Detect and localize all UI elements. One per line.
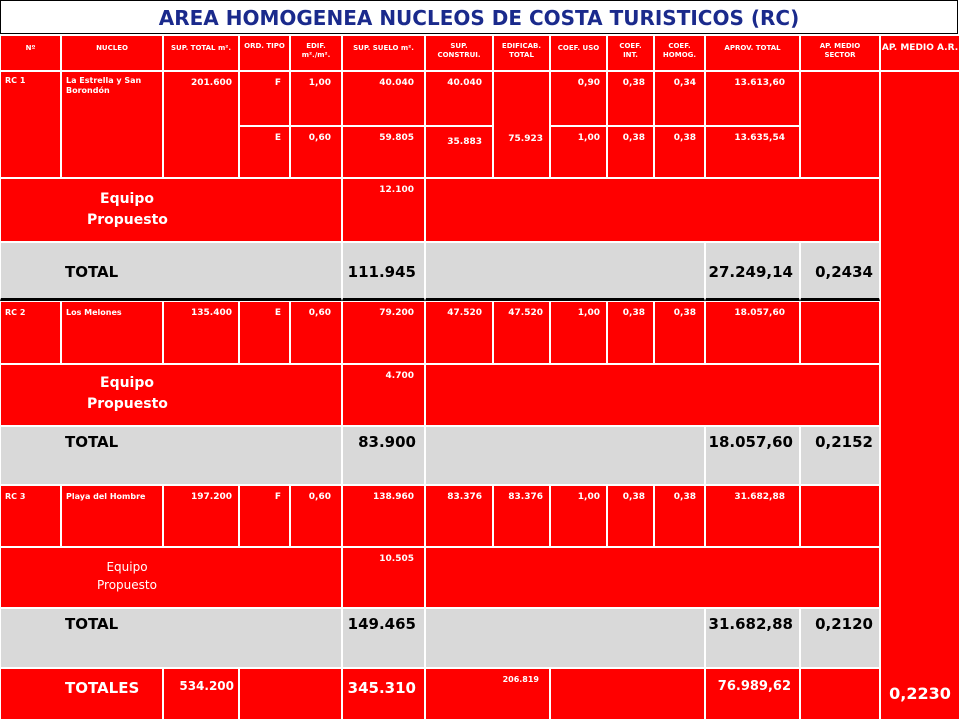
rc1-r2-edif [290,126,342,178]
rc3-equipo-value-cell [342,547,425,608]
rc3-coef-int-value: 0,38 [622,492,645,502]
totales-edificab: 206.819 [502,675,539,684]
header-sup-suelo [342,35,425,71]
rc3-ap-medio-sector-cell [800,485,880,547]
rc1-r1-construida [425,71,493,126]
totales-aprov-cell [705,668,800,720]
header-ap-medio-ar [880,35,960,71]
ap-medio-ar-cell [880,71,960,720]
page-title: AREA HOMOGENEA NUCLEOS DE COSTA TURISTICOS (RC) [0,0,958,34]
header-coef-int-label: COEF. INT. [619,42,642,59]
rc1-r2-coef-uso-value: 1,00 [577,133,600,143]
header-ord-tipo-label: ORD. TIPO [244,42,285,50]
rc1-r1-suelo [342,71,425,126]
rc3-ap-medio: 0,2120 [815,615,873,633]
rc2-total-filler [425,426,705,485]
rc1-ap-medio: 0,2434 [815,263,873,281]
rc2-ap-medio-sector-cell [800,301,880,364]
rc1-r2-tipo-value: E [274,133,281,143]
rc2-edificab-total [493,301,550,364]
rc2-coef-int [607,301,654,364]
header-ord-tipo [239,35,290,71]
data-table [0,35,960,720]
rc3-aprov [705,485,800,547]
rc2-total-aprov-cell [705,426,800,485]
header-coef-uso-label: COEF. USO [557,44,600,52]
rc2-coef-uso [550,301,607,364]
header-coef-homog [654,35,705,71]
rc1-r2-suelo [342,126,425,178]
rc2-construida [425,301,493,364]
rc1-num [0,71,61,178]
rc1-r2-edif-value: 0,60 [308,133,331,143]
rc1-equipo-value: 12.100 [379,185,414,195]
rc2-equipo-value-cell [342,364,425,426]
rc3-construida-value: 83.376 [447,492,482,502]
rc1-sup-total [163,71,239,178]
rc3-edif-value: 0,60 [308,492,331,502]
header-num-label: Nº [25,44,36,52]
rc3-total-suelo: 149.465 [347,615,416,633]
rc1-ap-medio-sector-cell [800,71,880,178]
rc2-nucleo-label: Los Melones [66,308,122,317]
rc2-sup-total [163,301,239,364]
rc1-r1-coef-homog [654,71,705,126]
rc1-edificab-total-value: 75.923 [508,134,543,144]
rc1-r2-coef-int [607,126,654,178]
rc1-r1-tipo [239,71,290,126]
rc1-r1-coef-int-value: 0,38 [622,78,645,88]
rc2-suelo-value: 79.200 [379,308,414,318]
header-nucleo-label: NUCLEO [96,44,128,52]
rc3-coef-int [607,485,654,547]
rc2-equipo-label-cell [0,364,342,426]
rc1-equipo-filler [425,178,880,242]
rc2-total-suelo-cell [342,426,425,485]
rc3-equipo-label-cell [0,547,342,608]
rc1-r1-construida-value: 40.040 [447,78,482,88]
header-sup-total [163,35,239,71]
header-sup-total-label: SUP. TOTAL m². [171,44,231,52]
rc2-construida-value: 47.520 [447,308,482,318]
rc2-edif [290,301,342,364]
header-sup-construida [425,35,493,71]
rc1-r1-edif [290,71,342,126]
totales-filler-3 [800,668,880,720]
totales-suelo: 345.310 [347,679,416,697]
rc3-nucleo-label: Playa del Hombre [66,492,146,501]
totales-sup-total-cell [163,668,239,720]
totales-ap-medio-ar: 0,2230 [889,684,951,703]
rc2-aprov-value: 18.057,60 [734,308,785,318]
rc1-r1-coef-uso-value: 0,90 [577,78,600,88]
header-ap-medio-sector-label: AP. MEDIO SECTOR [819,42,861,59]
rc3-tipo-value: F [274,492,281,502]
rc1-equipo-label: Equipo Propuesto [87,191,168,228]
rc3-construida [425,485,493,547]
rc3-total-filler [425,608,705,668]
header-edificab-total [493,35,550,71]
rc1-r1-coef-homog-value: 0,34 [673,78,696,88]
rc1-r2-coef-homog [654,126,705,178]
header-sup-suelo-label: SUP. SUELO m². [353,44,414,52]
totales-label: TOTALES [65,679,140,697]
rc2-aprov [705,301,800,364]
header-ap-medio-ar-label: AP. MEDIO A.R. [881,43,959,53]
rc1-total-aprov-cell [705,242,800,301]
header-num [0,35,61,71]
rc1-total-suelo: 111.945 [347,263,416,281]
rc3-coef-homog-value: 0,38 [673,492,696,502]
rc3-equipo-label: Equipo Propuesto [97,560,157,592]
rc1-num-label: RC 1 [5,76,26,85]
rc2-tipo [239,301,290,364]
rc2-tipo-value: E [274,308,281,318]
rc1-sup-total-value: 201.600 [191,78,232,88]
totales-label-cell [0,668,163,720]
rc3-equipo-value: 10.505 [379,554,414,564]
rc3-coef-homog [654,485,705,547]
header-sup-construida-label: SUP. CONSTRUI. [437,42,481,59]
header-coef-homog-label: COEF. HOMOG. [662,42,697,59]
rc1-r2-coef-homog-value: 0,38 [673,133,696,143]
rc2-coef-homog [654,301,705,364]
rc3-nucleo [61,485,163,547]
rc1-equipo-label-cell [0,178,342,242]
rc1-r1-edif-value: 1,00 [308,78,331,88]
rc1-r2-coef-int-value: 0,38 [622,133,645,143]
totales-edificab-cell [425,668,550,720]
rc2-sup-total-value: 135.400 [191,308,232,318]
rc3-sup-total-value: 197.200 [191,492,232,502]
rc3-sup-total [163,485,239,547]
rc1-total-label: TOTAL [65,263,119,281]
rc3-suelo-value: 138.960 [373,492,414,502]
rc2-edif-value: 0,60 [308,308,331,318]
rc1-total-aprov: 27.249,14 [708,263,793,281]
rc1-r2-construida [425,126,493,178]
rc1-ap-medio-cell [800,242,880,301]
rc1-r2-aprov-value: 13.635,54 [734,133,785,143]
rc3-num-label: RC 3 [5,492,26,501]
header-edif [290,35,342,71]
header-ap-medio-sector [800,35,880,71]
rc3-suelo [342,485,425,547]
rc1-nucleo-label: La Estrella y San Borondón [66,76,142,95]
header-aprov-total [705,35,800,71]
rc3-total-label-cell [0,608,342,668]
totales-filler-2 [550,668,705,720]
rc2-nucleo [61,301,163,364]
rc3-coef-uso-value: 1,00 [577,492,600,502]
rc2-total-aprov: 18.057,60 [708,433,793,451]
rc3-total-aprov-cell [705,608,800,668]
header-coef-int [607,35,654,71]
rc1-equipo-value-cell [342,178,425,242]
rc2-equipo-label: Equipo Propuesto [87,375,168,412]
rc2-coef-uso-value: 1,00 [577,308,600,318]
rc2-total-suelo: 83.900 [358,433,416,451]
totales-sup-total: 534.200 [179,679,234,693]
rc2-coef-homog-value: 0,38 [673,308,696,318]
header-coef-uso [550,35,607,71]
rc1-r1-suelo-value: 40.040 [379,78,414,88]
rc3-aprov-value: 31.682,88 [734,492,785,502]
header-aprov-total-label: APROV. TOTAL [724,44,781,52]
rc3-total-label: TOTAL [65,615,119,633]
header-nucleo [61,35,163,71]
rc1-total-filler [425,242,705,301]
rc2-num-label: RC 2 [5,308,26,317]
totales-filler-1 [239,668,342,720]
rc3-total-suelo-cell [342,608,425,668]
rc1-total-suelo-cell [342,242,425,301]
rc2-edificab-total-value: 47.520 [508,308,543,318]
rc2-num [0,301,61,364]
rc1-r2-construida-value: 35.883 [447,137,482,147]
rc2-total-label: TOTAL [65,433,119,451]
totales-suelo-cell [342,668,425,720]
header-edif-label: EDIF. m²./m². [301,42,331,59]
rc1-r2-tipo [239,126,290,178]
rc2-equipo-filler [425,364,880,426]
rc2-suelo [342,301,425,364]
rc3-coef-uso [550,485,607,547]
rc1-r2-coef-uso [550,126,607,178]
rc3-edificab-total-value: 83.376 [508,492,543,502]
rc1-r1-tipo-value: F [274,78,281,88]
rc1-nucleo [61,71,163,178]
rc1-r1-coef-uso [550,71,607,126]
rc2-ap-medio-cell [800,426,880,485]
rc3-equipo-filler [425,547,880,608]
rc2-coef-int-value: 0,38 [622,308,645,318]
rc1-total-label-cell [0,242,342,301]
rc3-num [0,485,61,547]
divider-accent [493,298,550,301]
rc1-edificab-total [493,71,550,178]
rc1-r2-aprov [705,126,800,178]
rc3-edif [290,485,342,547]
rc2-equipo-value: 4.700 [385,371,414,381]
rc3-edificab-total [493,485,550,547]
rc1-r1-aprov [705,71,800,126]
rc3-tipo [239,485,290,547]
rc1-r1-coef-int [607,71,654,126]
rc2-ap-medio: 0,2152 [815,433,873,451]
rc1-r2-suelo-value: 59.805 [379,133,414,143]
totales-aprov: 76.989,62 [717,679,791,694]
header-edificab-total-label: EDIFICAB. TOTAL [501,42,542,59]
rc2-total-label-cell [0,426,342,485]
rc3-ap-medio-cell [800,608,880,668]
rc1-r1-aprov-value: 13.613,60 [734,78,785,88]
rc3-total-aprov: 31.682,88 [708,615,793,633]
